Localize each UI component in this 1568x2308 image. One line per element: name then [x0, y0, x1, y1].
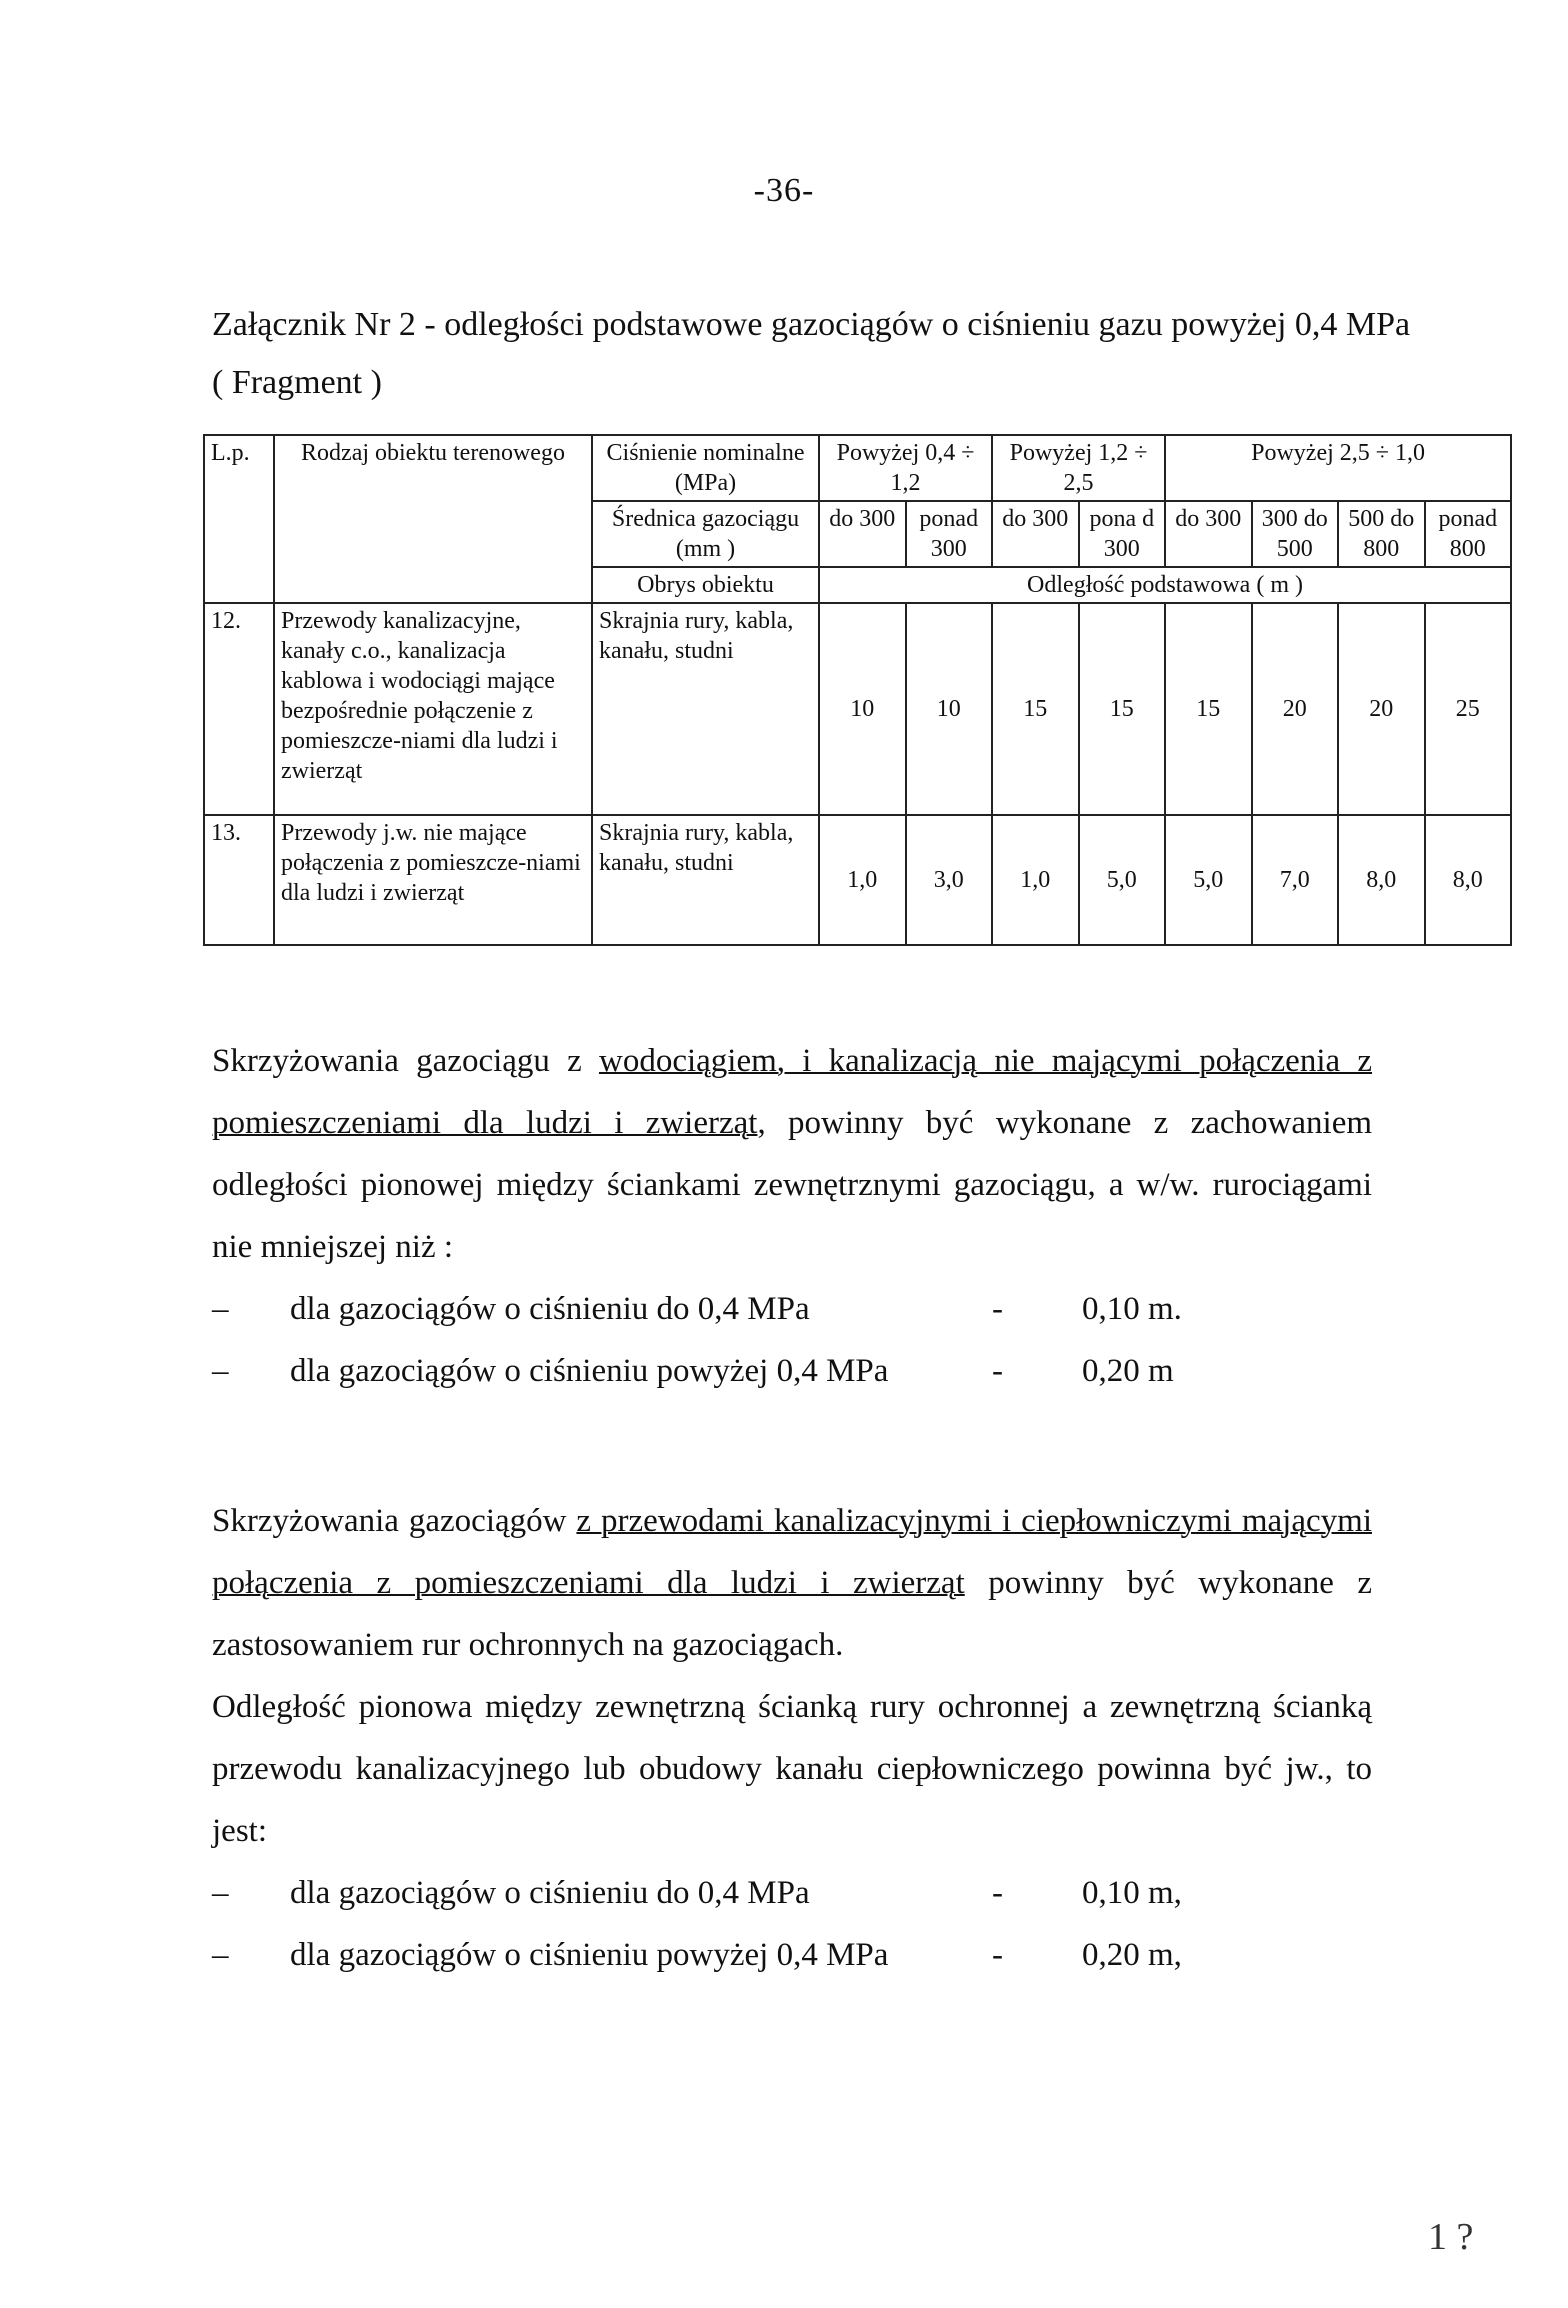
distance-value: 20 — [1338, 603, 1425, 815]
diameter-label: do 300 — [1165, 501, 1252, 567]
distance-value: 15 — [1165, 603, 1252, 815]
text-run: , powinny być wykonane z zachowaniem odległości pionowej między ściankami zewnętrznymi gazociągu, a w/w. rurociągami nie mniejszej niż : — [212, 1105, 1373, 1265]
underlined-text: z przewodami kanalizacyjnymi i ciepłowniczymi mającymi połączenia z pomieszczeniami dla ludzi i zwierząt — [212, 1503, 1372, 1601]
text-run: Skrzyżowania gazociągów — [212, 1503, 577, 1539]
list-item-separator: - — [992, 1291, 1003, 1327]
distance-value: 3,0 — [906, 815, 993, 945]
diameter-label: do 300 — [819, 501, 906, 567]
row-number: 12. — [204, 603, 274, 815]
distance-value: 7,0 — [1252, 815, 1339, 945]
table-row — [204, 815, 1511, 945]
paragraph — [212, 1490, 1372, 1676]
list-item-text: dla gazociągów o ciśnieniu powyżej 0,4 MPa — [290, 1353, 889, 1389]
diameter-label: 300 do 500 — [1252, 501, 1339, 567]
row-number: 13. — [204, 815, 274, 945]
document-title: Załącznik Nr 2 - odległości podstawowe gazociągów o ciśnieniu gazu powyżej 0,4 MPa ( Fragment ) — [212, 306, 1411, 401]
dash-bullet: – — [212, 1291, 229, 1327]
table-row — [204, 603, 1511, 815]
dash-bullet: – — [212, 1875, 229, 1911]
distance-value: 20 — [1252, 603, 1339, 815]
distance-value: 5,0 — [1165, 815, 1252, 945]
row-object-outline: Skrajnia rury, kabla, kanału, studni — [592, 603, 819, 815]
list-item-separator: - — [992, 1353, 1003, 1389]
header-pressure: Ciśnienie nominalne (MPa) — [592, 435, 819, 501]
diameter-label: ponad 800 — [1425, 501, 1512, 567]
header-pressure-range-1: Powyżej 0,4 ÷ 1,2 — [819, 435, 992, 501]
list-item — [212, 1340, 1372, 1402]
dash-bullet: – — [212, 1937, 229, 1973]
header-lp: L.p. — [204, 435, 274, 603]
distance-value: 15 — [1079, 603, 1166, 815]
list-item-value: 0,20 m, — [1082, 1937, 1182, 1973]
distance-value: 1,0 — [992, 815, 1079, 945]
distance-value: 1,0 — [819, 815, 906, 945]
list-item-value: 0,20 m — [1082, 1353, 1174, 1389]
header-object-type: Rodzaj obiektu terenowego — [274, 435, 592, 603]
section-crossing-water — [212, 1030, 1372, 1402]
text-run: powinny być wykonane z zastosowaniem rur ochronnych na gazociągach. — [212, 1565, 1373, 1663]
list-item — [212, 1862, 1372, 1924]
diameter-label: 500 do 800 — [1338, 501, 1425, 567]
header-pressure-range-2: Powyżej 1,2 ÷ 2,5 — [992, 435, 1165, 501]
header-diameter: Średnica gazociągu (mm ) — [592, 501, 819, 567]
paragraph: Odległość pionowa między zewnętrzną ścianką rury ochronnej a zewnętrzną ścianką przewodu kanalizacyjnego lub obudowy kanału ciepłowniczego powinna być jw., to jest: — [212, 1689, 1372, 1849]
list-item-value: 0,10 m. — [1082, 1291, 1182, 1327]
header-pressure-range-3: Powyżej 2,5 ÷ 1,0 — [1165, 435, 1511, 501]
header-row-pressure — [204, 435, 1511, 501]
list-item-separator: - — [992, 1937, 1003, 1973]
distance-value: 15 — [992, 603, 1079, 815]
distance-value: 5,0 — [1079, 815, 1166, 945]
list-item-text: dla gazociągów o ciśnieniu powyżej 0,4 MPa — [290, 1937, 889, 1973]
diameter-label: pona d 300 — [1079, 501, 1166, 567]
row-object-type: Przewody j.w. nie mające połączenia z pomieszcze-niami dla ludzi i zwierząt — [274, 815, 592, 945]
section-crossing-sewer — [212, 1490, 1372, 1986]
list-item — [212, 1278, 1372, 1340]
diameter-label: do 300 — [992, 501, 1079, 567]
header-object-outline: Obrys obiektu — [592, 567, 819, 603]
list-item-separator: - — [992, 1875, 1003, 1911]
paragraph — [212, 1030, 1372, 1278]
diameter-label: ponad 300 — [906, 501, 993, 567]
distance-value: 25 — [1425, 603, 1512, 815]
list-item — [212, 1924, 1372, 1986]
underlined-text: wodociągiem, i kanalizacją nie mającymi połączenia z pomieszczeniami dla ludzi i zwierząt — [212, 1043, 1372, 1141]
distance-value: 10 — [906, 603, 993, 815]
dash-bullet: – — [212, 1353, 229, 1389]
row-object-type: Przewody kanalizacyjne, kanały c.o., kanalizacja kablowa i wodociągi mające bezpośrednie połączenie z pomieszcze-niami dla ludzi i zwierząt — [274, 603, 592, 815]
header-base-distance: Odległość podstawowa ( m ) — [819, 567, 1511, 603]
corner-page-mark: 1 ? — [1428, 2216, 1474, 2258]
distance-value: 8,0 — [1425, 815, 1512, 945]
distances-table — [203, 434, 1512, 946]
page-number: -36- — [753, 172, 815, 209]
row-object-outline: Skrajnia rury, kabla, kanału, studni — [592, 815, 819, 945]
list-item-value: 0,10 m, — [1082, 1875, 1182, 1911]
list-item-text: dla gazociągów o ciśnieniu do 0,4 MPa — [290, 1291, 810, 1327]
text-run: Skrzyżowania gazociągu z — [212, 1043, 599, 1079]
list-item-text: dla gazociągów o ciśnieniu do 0,4 MPa — [290, 1875, 810, 1911]
distance-value: 8,0 — [1338, 815, 1425, 945]
distance-value: 10 — [819, 603, 906, 815]
